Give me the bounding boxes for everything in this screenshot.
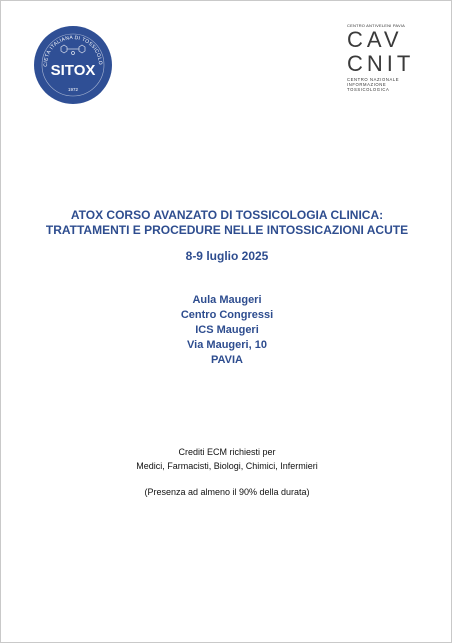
cav-text: CAV [347,27,403,52]
sitox-ring-text: CIETÀ ITALIANA DI TOSSICOLO [42,34,104,67]
sitox-name: SITOX [50,62,96,79]
venue-line: ICS Maugeri [195,324,259,336]
cnit-text: CNIT [347,51,415,76]
course-title-line1: ATOX CORSO AVANZATO DI TOSSICOLOGIA CLINICA: [70,208,384,222]
sitox-year: 1972 [67,87,79,92]
course-title-line2: TRATTAMENTI E PROCEDURE NELLE INTOSSICAZIONI ACUTE [45,223,409,237]
venue-line: Centro Congressi [180,309,274,321]
credits-line2: Medici, Farmacisti, Biologi, Chimici, Infermieri [136,461,318,471]
cav-cnit-logo [347,23,415,95]
attendance-note: (Presenza ad almeno il 90% della durata) [144,487,310,497]
cav-sub-line: CENTRO NAZIONALE [347,77,400,82]
sitox-logo [33,25,113,105]
venue-line: PAVIA [211,354,243,366]
sitox-logo-graphic [33,25,113,105]
course-date: 8-9 luglio 2025 [185,249,269,263]
credits-line1: Crediti ECM richiesti per [178,447,276,457]
cav-top-text: CENTRO ANTIVELENI PAVIA [347,23,406,28]
venue-line: Via Maugeri, 10 [187,339,267,351]
venue-line: Aula Maugeri [192,294,262,306]
cav-sub-line: TOSSICOLOGICA [347,87,390,92]
cav-sub-line: INFORMAZIONE [347,82,387,87]
